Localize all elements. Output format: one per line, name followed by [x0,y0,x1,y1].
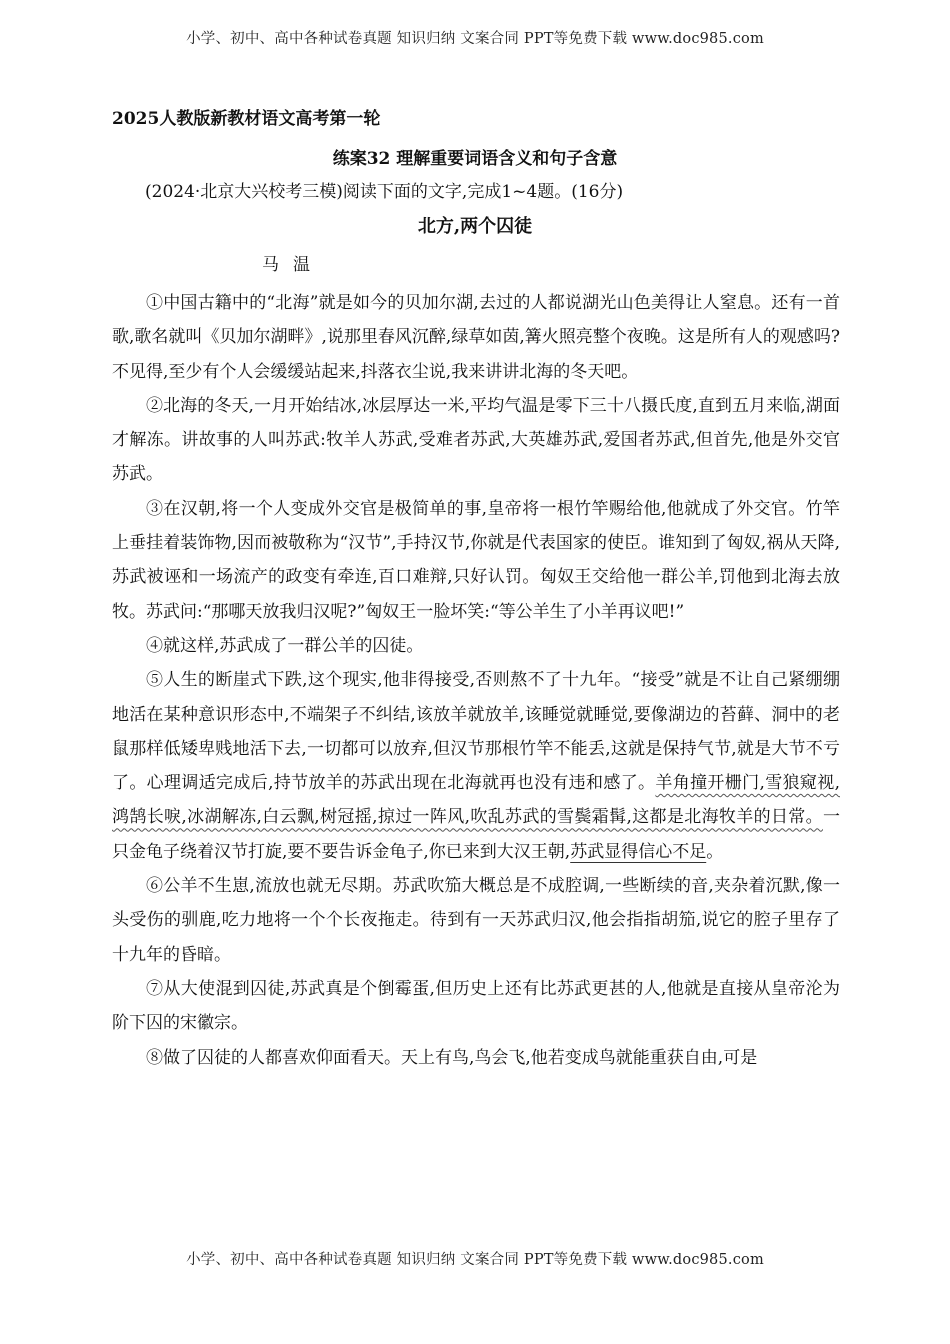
article-body [112,286,840,1075]
paragraph-5-text: ⑤人生的断崖式下跌,这个现实,他非得接受,否则熬不了十九年。“接受”就是不让自己紧绷绷地活在某种意识形态中,不端架子不纠结,该放羊就放羊,该睡觉就睡觉,要像湖边的苔藓、洞中的老鼠那样低矮卑贱地活下去,一切都可以放弃,但汉节那根竹竿不能丢,这就是保持气节,就是大节不亏了。心理调适完成后,持节放羊的苏武出现在北海就再也没有违和感了。 [112,670,840,794]
article-title: 北方,两个囚徒 [417,216,533,237]
paragraph-4: ④就这样,苏武成了一群公羊的囚徒。 [146,635,424,656]
paragraph-5 [112,663,840,869]
question-intro: (2024·北京大兴校考三模)阅读下面的文字,完成1~4题。(16分) [145,182,624,202]
series-title: 2025人教版新教材语文高考第一轮 [112,109,381,129]
paragraph-6: ⑥公羊不生崽,流放也就无尽期。苏武吹笳大概总是不成腔调,一些断续的音,夹杂着沉默,像一头受伤的驯鹿,吃力地将一个个长夜拖走。待到有一天苏武归汉,他会指指胡笳,说它的腔子里存了十九年的昏暗。 [112,876,840,965]
lesson-title: 练案32 理解重要词语含义和句子含意 [332,149,618,169]
article-author: 马温 [262,255,324,275]
page-header: 小学、初中、高中各种试卷真题 知识归纳 文案合同 PPT等免费下载 www.doc985.com [186,31,764,47]
paragraph-3: ③在汉朝,将一个人变成外交官是极简单的事,皇帝将一根竹竿赐给他,他就成了外交官。竹竿上垂挂着装饰物,因而被敬称为“汉节”,手持汉节,你就是代表国家的使臣。谁知到了匈奴,祸从天降,苏武被诬和一场流产的政变有牵连,百口难辩,只好认罚。匈奴王交给他一群公羊,罚他到北海去放牧。苏武问:“那哪天放我归汉呢?”匈奴王一脸坏笑:“等公羊生了小羊再议吧!” [112,498,840,622]
paragraph-8: ⑧做了囚徒的人都喜欢仰面看天。天上有鸟,鸟会飞,他若变成鸟就能重获自由,可是 [146,1047,758,1068]
underlined-sentence: 苏武显得信心不足 [570,841,707,862]
paragraph-1: ①中国古籍中的“北海”就是如今的贝加尔湖,去过的人都说湖光山色美得让人窒息。还有一首歌,歌名就叫《贝加尔湖畔》,说那里春风沉醉,绿草如茵,篝火照亮整个夜晚。这是所有人的观感吗?不见得,至少有个人会缓缓站起来,抖落衣尘说,我来讲讲北海的冬天吧。 [112,293,840,382]
paragraph-7: ⑦从大使混到囚徒,苏武真是个倒霉蛋,但历史上还有比苏武更甚的人,他就是直接从皇帝沦为阶下囚的宋徽宗。 [112,978,840,1034]
paragraph-2: ②北海的冬天,一月开始结冰,冰层厚达一米,平均气温是零下三十八摄氏度,直到五月来临,湖面才解冻。讲故事的人叫苏武:牧羊人苏武,受难者苏武,大英雄苏武,爱国者苏武,但首先,他是外交官苏武。 [112,395,840,485]
paragraph-5-text-2: 一只金龟子绕着汉节打旋,要不要告诉金龟子,你已来到大汉王朝, [112,807,840,862]
page-footer: 小学、初中、高中各种试卷真题 知识归纳 文案合同 PPT等免费下载 www.doc985.com [186,1252,764,1268]
paragraph-5-end: 。 [706,841,724,862]
wavy-underlined-sentence: 羊角撞开栅门,雪狼窥视,鸿鹄长唳,冰湖解冻,白云飘,树冠摇,掠过一阵风,吹乱苏武的雪鬓霜髯,这都是北海牧羊的日常。 [112,773,840,828]
